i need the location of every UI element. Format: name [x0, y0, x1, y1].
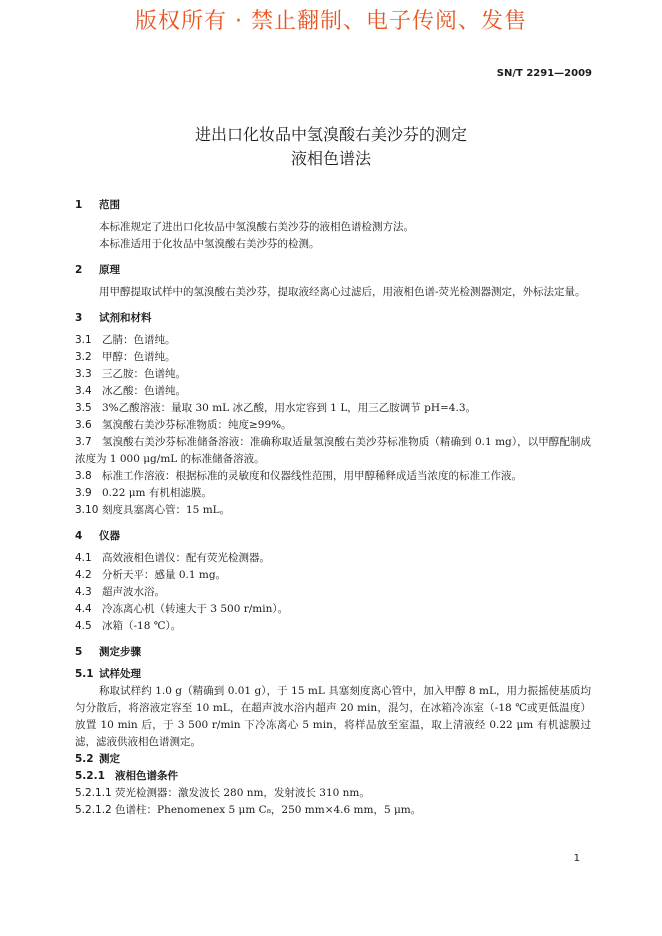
item-text: 荧光检测器：激发波长 280 nm，发射波长 310 nm。: [115, 787, 370, 799]
copyright-banner: 版权所有 · 禁止翻制、电子传阅、发售: [135, 9, 527, 34]
list-item: [75, 332, 591, 349]
section-number: 5: [75, 646, 83, 658]
list-item: [75, 584, 591, 601]
item-number: 3.9: [75, 487, 92, 499]
list-item: [75, 601, 591, 618]
item-number: 5.2.1.2: [75, 804, 112, 816]
item-text: 冷冻离心机（转速大于 3 500 r/min）。: [102, 603, 289, 615]
item-text: 甲醇：色谱纯。: [102, 351, 176, 363]
item-text: 氢溴酸右美沙芬标准储备溶液：准确称取适量氢溴酸右美沙芬标准物质（精确到 0.1 mg），以甲醇配制成浓度为 1 000 μg/mL 的标准储备溶液。: [75, 436, 591, 465]
item-text: 高效液相色谱仪：配有荧光检测器。: [102, 552, 270, 564]
item-number: 4.2: [75, 569, 92, 581]
subsection-number: 5.2.1: [75, 770, 105, 782]
list-item: [75, 802, 591, 819]
subsection-5-2-heading: [75, 751, 591, 768]
item-number: 5.2.1.1: [75, 787, 112, 799]
item-text: 乙腈：色谱纯。: [102, 334, 176, 346]
item-number: 3.6: [75, 419, 92, 431]
section-number: 4: [75, 530, 83, 542]
paragraph: 本标准规定了进出口化妆品中氢溴酸右美沙芬的液相色谱检测方法。: [99, 221, 414, 233]
section-title: 测定步骤: [99, 646, 141, 658]
item-text: 0.22 μm 有机相滤膜。: [102, 487, 212, 499]
item-text: 刻度具塞离心管：15 mL。: [102, 504, 231, 516]
item-number: 3.10: [75, 504, 99, 516]
item-number: 3.8: [75, 470, 92, 482]
item-number: 3.5: [75, 402, 92, 414]
item-number: 3.3: [75, 368, 92, 380]
standard-code: SN/T 2291—2009: [496, 68, 592, 79]
section-title: 范围: [99, 199, 120, 211]
document-title: 进出口化妆品中氢溴酸右美沙芬的测定: [194, 125, 467, 144]
item-number: 3.1: [75, 334, 92, 346]
item-text: 色谱柱：Phenomenex 5 μm C₈，250 mm×4.6 mm，5 μm。: [115, 804, 422, 816]
section-title: 仪器: [99, 530, 120, 542]
list-item: [75, 550, 591, 567]
subsection-title: 测定: [99, 753, 120, 765]
section-3-heading: [75, 310, 591, 327]
list-item: [75, 417, 591, 434]
subsection-5-2-1-heading: [75, 768, 591, 785]
item-text: 冰乙酸：色谱纯。: [102, 385, 186, 397]
section-title: 试剂和材料: [99, 312, 152, 324]
section-number: 2: [75, 264, 83, 276]
subsection-title: 液相色谱条件: [115, 770, 178, 782]
page-number: 1: [573, 853, 580, 864]
item-number: 4.4: [75, 603, 92, 615]
list-item: [75, 366, 591, 383]
list-item: [75, 383, 591, 400]
item-text: 标准工作溶液：根据标准的灵敏度和仪器线性范围，用甲醇稀释成适当浓度的标准工作液。: [102, 470, 522, 482]
list-item: [75, 400, 591, 417]
item-text: 超声波水浴。: [102, 586, 165, 598]
list-item: [75, 502, 591, 519]
item-number: 4.5: [75, 620, 92, 632]
section-number: 1: [75, 199, 83, 211]
section-number: 3: [75, 312, 83, 324]
paragraph: 本标准适用于化妆品中氢溴酸右美沙芬的检测。: [99, 238, 320, 250]
section-5-heading: [75, 644, 591, 661]
list-item: [75, 567, 591, 584]
section-title: 原理: [99, 264, 120, 276]
list-item: [75, 349, 591, 366]
item-text: 3%乙酸溶液：量取 30 mL 冰乙酸，用水定容到 1 L，用三乙胺调节 pH=4.3。: [102, 402, 476, 414]
document-subtitle: 液相色谱法: [290, 149, 371, 168]
subsection-5-1-heading: [75, 666, 591, 683]
item-text: 分析天平：感量 0.1 mg。: [102, 569, 227, 581]
item-text: 氢溴酸右美沙芬标准物质：纯度≥99%。: [102, 419, 292, 431]
section-2-heading: [75, 262, 591, 279]
list-item: [75, 785, 591, 802]
paragraph: 称取试样约 1.0 g（精确到 0.01 g），于 15 mL 具塞刻度离心管中，加入甲醇 8 mL，用力振摇使基质均匀分散后，将溶液定容至 10 mL，在超声波水浴内超声 20 min，混匀，在冰箱冷冻室（-18 ℃或更低温度）放置 10 min 后，于 3 500 r/min 下冷冻离心 5 min，将样品放至室温，取上清液经 0.22 μm 有机滤膜过滤，滤液供液相色谱测定。: [75, 685, 591, 748]
item-number: 3.7: [75, 436, 92, 448]
section-1-heading: [75, 197, 591, 214]
list-item: [75, 618, 591, 635]
item-text: 三乙胺：色谱纯。: [102, 368, 186, 380]
list-item: [75, 468, 591, 485]
subsection-number: 5.1: [75, 668, 94, 680]
item-number: 4.3: [75, 586, 92, 598]
item-number: 3.2: [75, 351, 92, 363]
item-number: 4.1: [75, 552, 92, 564]
list-item: [75, 485, 591, 502]
item-text: 冰箱（-18 ℃）。: [102, 620, 182, 632]
document-body: [75, 197, 591, 819]
item-number: 3.4: [75, 385, 92, 397]
list-item: [75, 434, 591, 468]
subsection-number: 5.2: [75, 753, 94, 765]
subsection-title: 试样处理: [99, 668, 141, 680]
paragraph: 用甲醇提取试样中的氢溴酸右美沙芬，提取液经离心过滤后，用液相色谱-荧光检测器测定，外标法定量。: [99, 286, 586, 298]
section-4-heading: [75, 528, 591, 545]
